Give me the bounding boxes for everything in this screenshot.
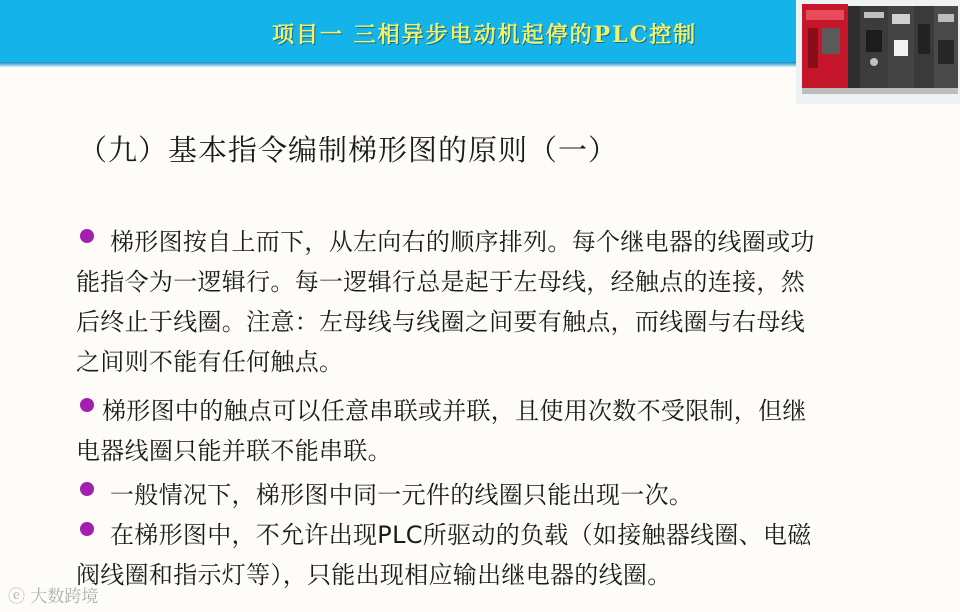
- bullet-dot: [80, 482, 94, 496]
- bullet-line: 梯形图按自上而下，从左向右的顺序排列。每个继电器的线圈或功: [110, 228, 815, 256]
- bullet-dot: [80, 398, 94, 412]
- bullet-line: 梯形图中的触点可以任意串联或并联，且使用次数不受限制，但继: [102, 397, 807, 425]
- watermark: [8, 582, 98, 606]
- section-title: （九）基本指令编制梯形图的原则（一）: [78, 133, 619, 167]
- bullet-line: 电器线圈只能并联不能串联。: [76, 437, 392, 465]
- bullet-line: 之间则不能有任何触点。: [76, 348, 344, 376]
- bullet-line: 在梯形图中，不允许出现PLC所驱动的负载（如接触器线圈、电磁: [110, 521, 812, 549]
- header-title: 项目一 三相异步电动机起停的PLC控制: [272, 22, 698, 48]
- watermark-logo-icon: ⓔ: [8, 587, 31, 607]
- bullet-line: 一般情况下，梯形图中同一元件的线圈只能出现一次。: [110, 481, 694, 509]
- bullet-line: 阀线圈和指示灯等），只能出现相应输出继电器的线圈。: [76, 561, 672, 589]
- watermark-text: 大数跨境: [30, 587, 99, 607]
- bullet-line: 能指令为一逻辑行。每一逻辑行总是起于左母线，经触点的连接，然: [76, 268, 805, 296]
- bullet-dot: [80, 229, 94, 243]
- bullet-dot: [80, 522, 94, 536]
- bullet-line: 后终止于线圈。注意：左母线与线圈之间要有触点，而线圈与右母线: [76, 308, 805, 336]
